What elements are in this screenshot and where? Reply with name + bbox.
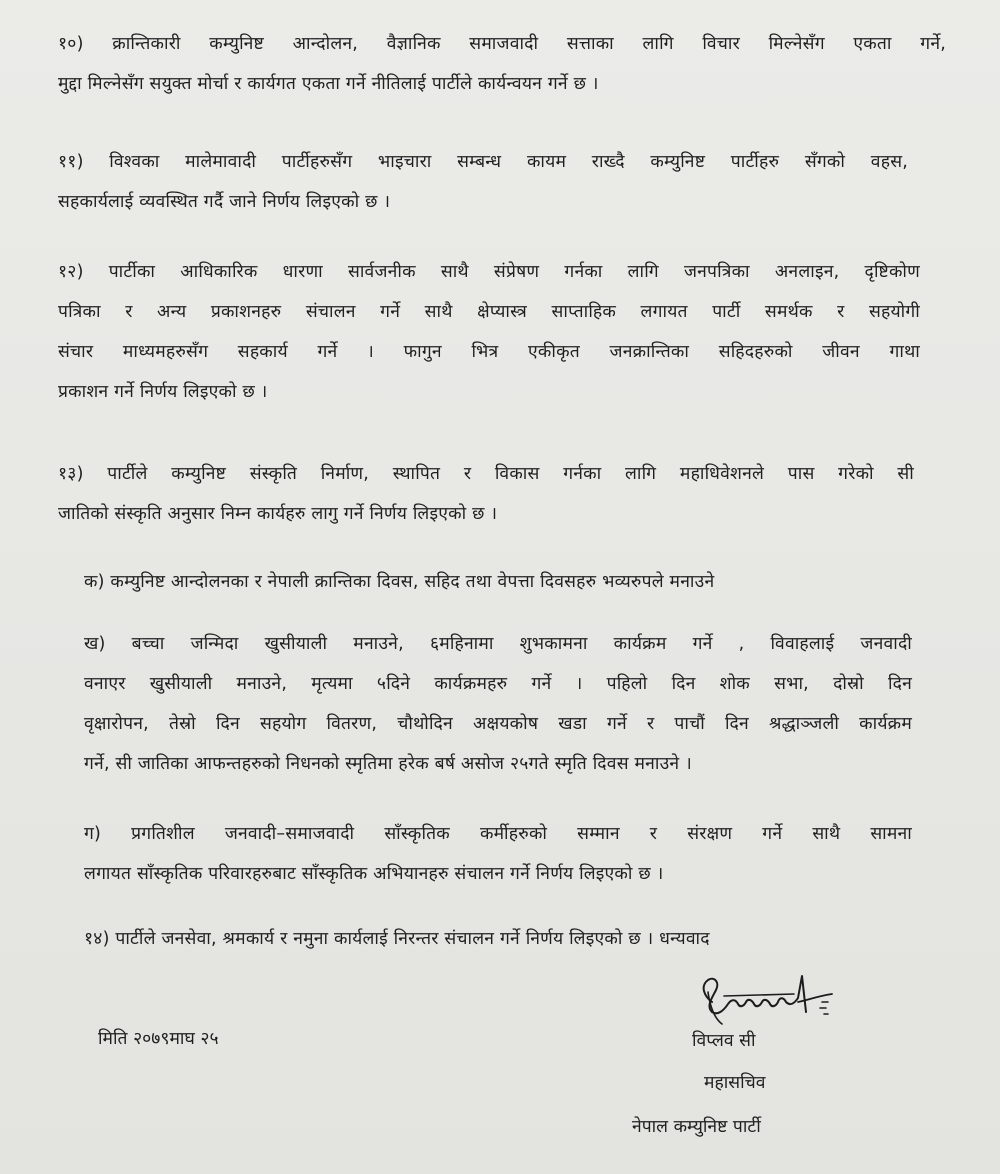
paragraph-line: संचार माध्यमहरुसँग सहकार्य गर्ने । फागुन भित्र एकीकृत जनक्रान्तिका सहिदहरुको जीवन गाथा [58,342,920,362]
paragraph-line: मुद्दा मिल्नेसँग सयुक्त मोर्चा र कार्यगत एकता गर्ने नीतिलाई पार्टीले कार्यन्वयन गर्ने छ । [58,74,599,94]
paragraph-line: गर्ने, सी जातिका आफन्तहरुको निधनको स्मृतिमा हरेक बर्ष असोज २५गते स्मृति दिवस मनाउने । [84,754,692,774]
paragraph-line: ग) प्रगतिशील जनवादी–समाजवादी साँस्कृतिक कर्मीहरुको सम्मान र संरक्षण गर्ने साथै सामना [84,824,912,844]
signatory-organization: नेपाल कम्युनिष्ट पार्टी [632,1117,761,1137]
subparagraph-ka [84,562,904,602]
paragraph-line: क) कम्युनिष्ट आन्दोलनका र नेपाली क्रान्तिका दिवस, सहिद तथा वेपत्ता दिवसहरु भव्यरुपले मनाउने [84,572,715,592]
paragraph-13 [58,454,914,534]
paragraph-10 [58,24,946,104]
handwritten-signature [694,966,844,1032]
paragraph-11 [58,142,908,222]
paragraph-line: जातिको संस्कृति अनुसार निम्न कार्यहरु लागु गर्ने निर्णय लिइएको छ । [58,504,498,524]
paragraph-line: १०) क्रान्तिकारी कम्युनिष्ट आन्दोलन, वैज्ञानिक समाजवादी सत्ताका लागि विचार मिल्नेसँग एकता गर्ने, [58,34,946,54]
paragraph-line: पत्रिका र अन्य प्रकाशनहरु संचालन गर्ने साथै क्षेप्यास्त्र साप्ताहिक लगायत पार्टी समर्थक र सहयोगी [58,302,920,322]
paragraph-line: प्रकाशन गर्ने निर्णय लिइएको छ । [58,382,268,402]
paragraph-line: १३) पार्टीले कम्युनिष्ट संस्कृति निर्माण, स्थापित र विकास गर्नका लागि महाधिवेशनले पास गरेको सी [58,464,914,484]
paragraph-line: १४) पार्टीले जनसेवा, श्रमकार्य र नमुना कार्यलाई निरन्तर संचालन गर्ने निर्णय लिइएको छ । धन्यवाद [84,929,710,949]
signatory-name: विप्लव सी [692,1031,756,1051]
subparagraph-kha [84,624,912,784]
paragraph-line: वनाएर खुसीयाली मनाउने, मृत्यमा ५दिने कार्यक्रमहरु गर्ने । पहिलो दिन शोक सभा, दोस्रो दिन [84,674,912,694]
signatory-title: महासचिव [704,1073,766,1093]
paragraph-12 [58,252,920,412]
paragraph-line: ११) विश्वका मालेमावादी पार्टीहरुसँग भाइचारा सम्बन्ध कायम राख्दै कम्युनिष्ट पार्टीहरु सँगको वहस, [58,152,908,172]
paragraph-14 [84,919,904,959]
document-date: मिति २०७९माघ २५ [98,1029,219,1049]
subparagraph-ga [84,814,912,894]
paragraph-line: लगायत साँस्कृतिक परिवारहरुबाट साँस्कृतिक अभियानहरु संचालन गर्ने निर्णय लिइएको छ । [84,864,664,884]
paragraph-line: १२) पार्टीका आधिकारिक धारणा सार्वजनीक साथै संप्रेषण गर्नका लागि जनपत्रिका अनलाइन, दृष्टिकोण [58,262,920,282]
paragraph-line: ख) बच्चा जन्मिदा खुसीयाली मनाउने, ६महिनामा शुभकामना कार्यक्रम गर्ने , विवाहलाई जनवादी [84,634,912,654]
paragraph-line: सहकार्यलाई व्यवस्थित गर्दै जाने निर्णय लिइएको छ । [58,192,391,212]
paragraph-line: वृक्षारोपन, तेस्रो दिन सहयोग वितरण, चौथोदिन अक्षयकोष खडा गर्ने र पाचौं दिन श्रद्धाञ्जली कार्यक्रम [84,714,912,734]
